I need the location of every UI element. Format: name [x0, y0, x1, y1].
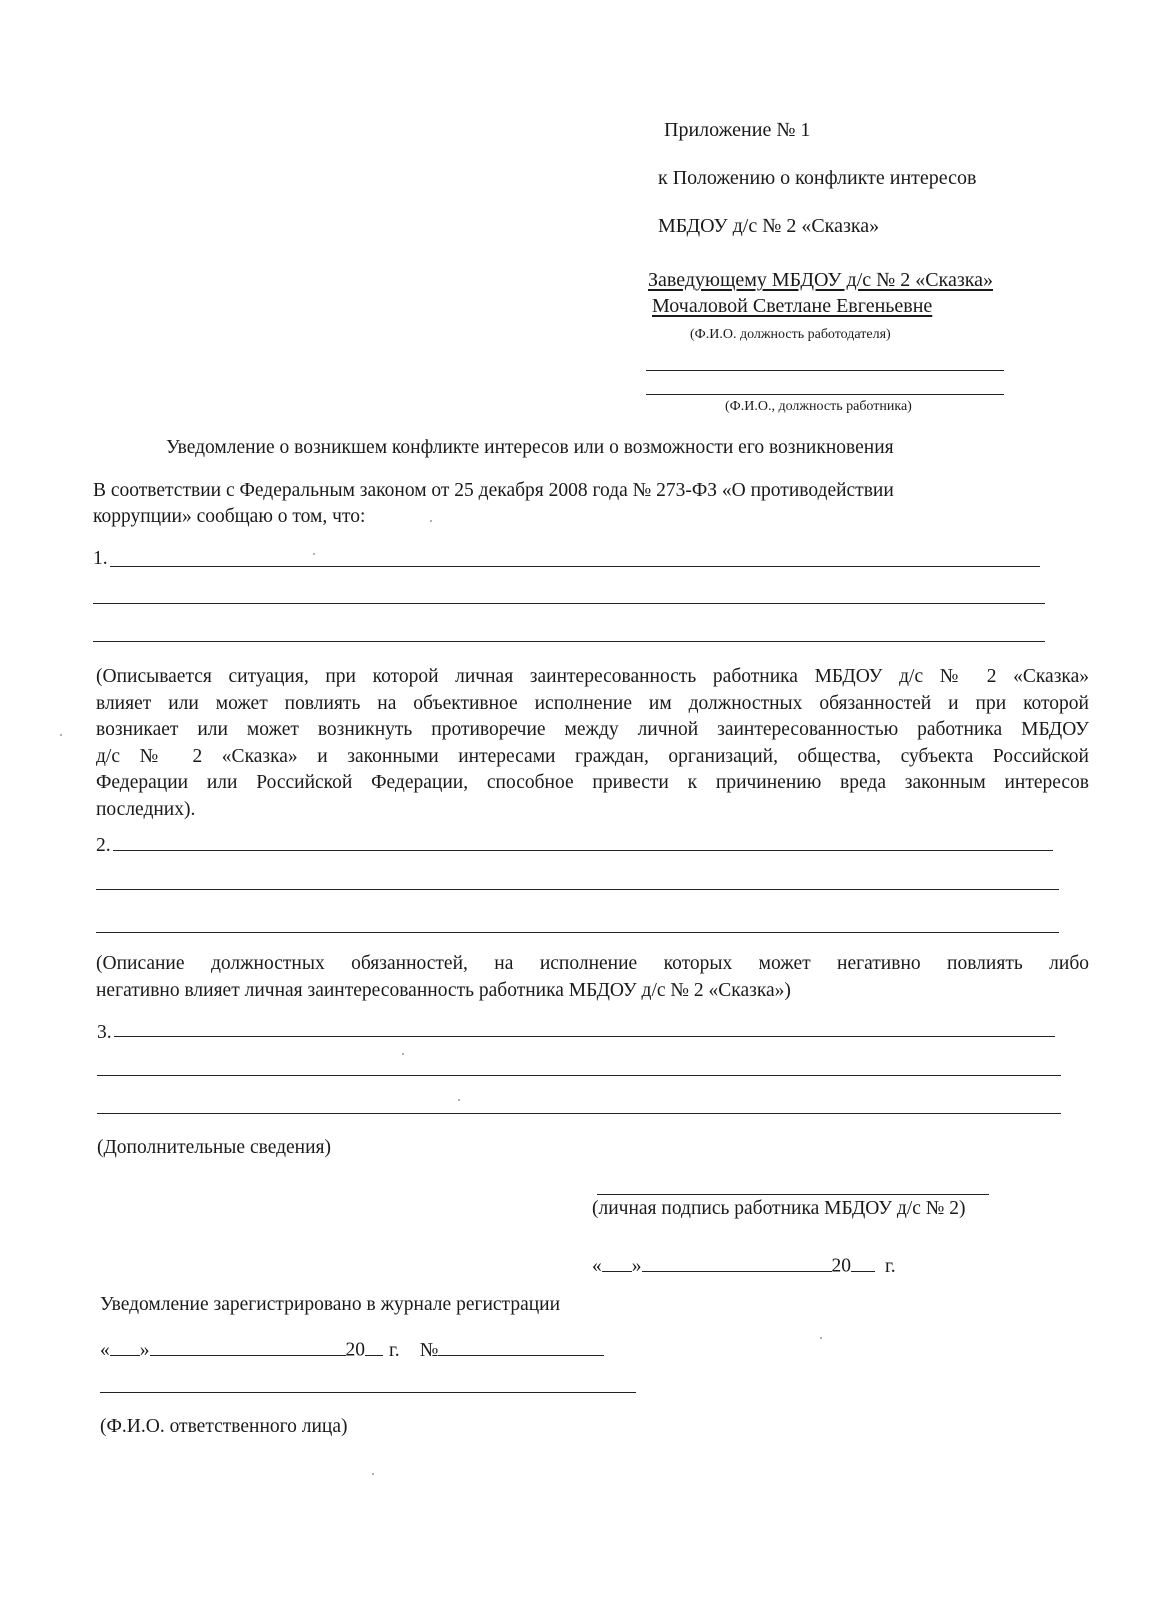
- item-2-caption: [96, 951, 1089, 1004]
- item-3-line-2[interactable]: [97, 1075, 1061, 1076]
- appendix-regulation: к Положению о конфликте интересов: [658, 167, 977, 189]
- item-1-line-2[interactable]: [93, 603, 1045, 604]
- employee-caption: (Ф.И.О., должность работника): [725, 399, 912, 414]
- item-2-caption-line-2: негативно влияет личная заинтересованность работника МБДОУ д/с № 2 «Сказка»): [96, 979, 791, 1001]
- item-1-caption: [96, 664, 1089, 823]
- item-1-caption-line-2: влияет или может повлиять на объективное исполнение им должностных обязанностей и при которой: [96, 692, 1089, 714]
- item-3-line-1[interactable]: [114, 1036, 1055, 1037]
- registration-date-close-quote: »: [139, 1339, 150, 1361]
- appendix-number: Приложение № 1: [664, 119, 811, 141]
- scan-speck: [313, 553, 315, 555]
- item-2-line-3[interactable]: [96, 932, 1059, 933]
- intro-line-2: коррупции» сообщаю о том, что:: [93, 506, 366, 527]
- item-1-caption-line-6: последних).: [96, 798, 196, 820]
- scan-speck: [430, 520, 432, 522]
- responsible-person-line[interactable]: [100, 1392, 636, 1393]
- item-2-line-1[interactable]: [113, 850, 1053, 851]
- registration-number-sign: №: [419, 1339, 439, 1361]
- employee-position-line[interactable]: [646, 394, 1004, 395]
- scan-speck: [372, 1473, 374, 1475]
- item-1-line-1[interactable]: [110, 566, 1040, 567]
- signature-day-field[interactable]: [602, 1251, 632, 1272]
- registration-month-field[interactable]: [150, 1335, 346, 1356]
- employer-caption: (Ф.И.О. должность работодателя): [690, 327, 891, 342]
- item-1-caption-line-5: Федерации или Российской Федерации, способное привести к причинению вреда законным интересов: [96, 772, 1089, 793]
- appendix-institution: МБДОУ д/с № 2 «Сказка»: [658, 215, 880, 237]
- item-1-line-3[interactable]: [93, 641, 1045, 642]
- scan-speck: [60, 734, 62, 736]
- scan-speck: [820, 1337, 822, 1339]
- intro-line-1: В соответствии с Федеральным законом от 25 декабря 2008 года № 273-ФЗ «О противодействии: [93, 480, 894, 501]
- item-2-caption-line-1: (Описание должностных обязанностей, на исполнение которых может негативно повлиять либо: [96, 953, 1089, 974]
- item-3-number: 3.: [97, 1022, 112, 1043]
- item-1-caption-line-3: возникает или может возникнуть противоречие между личной заинтересованностью работника МБДОУ: [96, 719, 1089, 740]
- item-1-number: 1.: [93, 548, 108, 569]
- scan-speck: [402, 1053, 404, 1055]
- item-3-line-3[interactable]: [97, 1113, 1061, 1114]
- item-2-line-2[interactable]: [96, 889, 1059, 890]
- registration-year-prefix: 20: [345, 1339, 365, 1361]
- registration-year-field[interactable]: [365, 1335, 383, 1356]
- responsible-caption: (Ф.И.О. ответственного лица): [100, 1416, 348, 1437]
- registration-year-suffix: г.: [389, 1339, 400, 1361]
- item-2-number: 2.: [96, 835, 111, 856]
- registration-date: [100, 1335, 604, 1362]
- registration-text: Уведомление зарегистрировано в журнале регистрации: [100, 1294, 561, 1315]
- signature-line[interactable]: [597, 1194, 989, 1195]
- signature-date: [592, 1251, 896, 1278]
- signature-caption: (личная подпись работника МБДОУ д/с № 2): [592, 1198, 966, 1219]
- addressee-position: Заведующему МБДОУ д/с № 2 «Сказка»: [648, 269, 994, 291]
- signature-date-open-quote: «: [592, 1255, 602, 1277]
- item-1-caption-line-1: (Описывается ситуация, при которой личная заинтересованность работника МБДОУ д/с № 2 «Сказка»: [96, 666, 1089, 687]
- addressee-name: Мочаловой Светлане Евгеньевне: [652, 295, 933, 317]
- registration-day-field[interactable]: [110, 1335, 140, 1356]
- signature-year-field[interactable]: [851, 1251, 875, 1272]
- item-1-caption-line-4: д/с № 2 «Сказка» и законными интересами граждан, организаций, общества, субъекта Российской: [96, 745, 1089, 767]
- scan-speck: [458, 1099, 460, 1101]
- employee-name-line[interactable]: [646, 370, 1004, 371]
- signature-year-suffix: г.: [885, 1255, 896, 1277]
- registration-date-open-quote: «: [100, 1339, 110, 1361]
- registration-number-field[interactable]: [438, 1335, 604, 1356]
- item-3-caption: (Дополнительные сведения): [97, 1137, 331, 1158]
- document-title: Уведомление о возникшем конфликте интересов или о возможности его возникновения: [166, 437, 894, 458]
- signature-month-field[interactable]: [642, 1251, 832, 1272]
- signature-date-close-quote: »: [631, 1255, 642, 1277]
- signature-year-prefix: 20: [831, 1255, 851, 1277]
